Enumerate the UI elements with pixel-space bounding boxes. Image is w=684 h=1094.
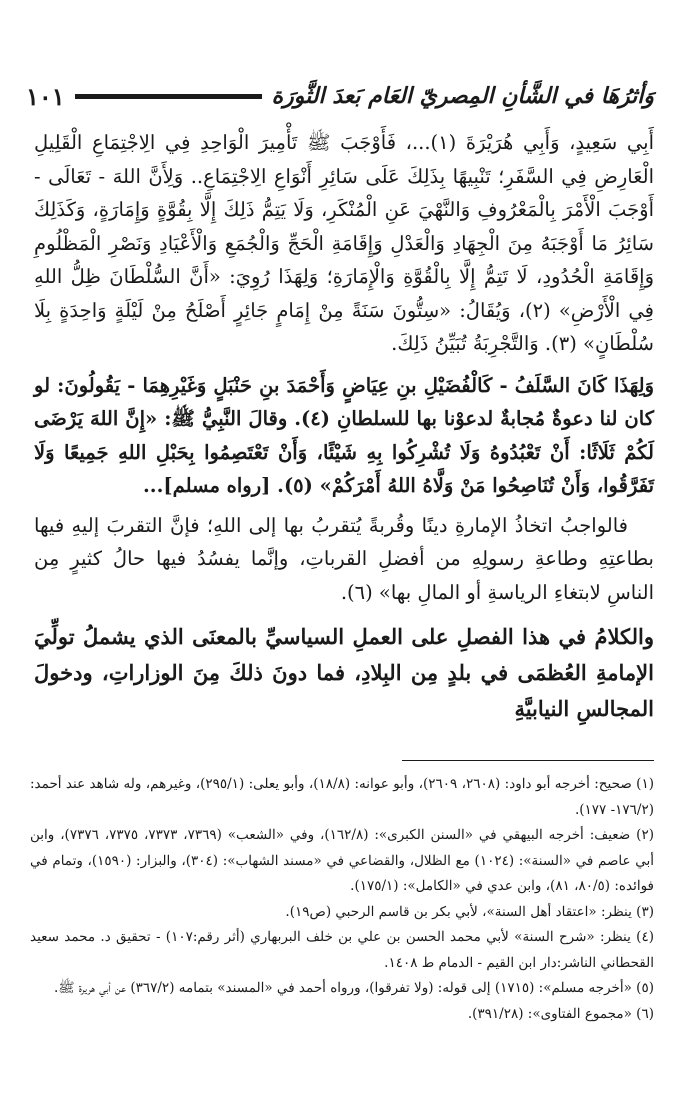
- running-header: [26, 74, 654, 118]
- header-rule: [75, 94, 262, 99]
- footnote-6: (٦) «مجموع الفتاوى»: (٣٩١/٢٨).: [467, 1005, 654, 1022]
- footnote-separator: [402, 760, 654, 761]
- main-text: [34, 126, 654, 727]
- page-number: ١٠١: [26, 81, 65, 111]
- footnote-1: (١) صحيح: أخرجه أبو داود: (٢٦٠٨، ٢٦٠٩)، وأبو عوانه: (١٨/٨)، وأبو يعلى: (٢٩٥/١)، وغيرهم، وله شاهد عند أحمد: (١٧٦/٢- ١٧٧).: [30, 776, 654, 818]
- footnote-4: (٤) ينظر: «شرح السنة» لأبي محمد الحسن بن علي بن خلف البربهاري (أثر رقم:١٠٧) - تحقيق د. محمد سعيد القحطاني الناشر:دار ابن القيم - الدمام ط ١٤٠٨.: [30, 929, 654, 971]
- footnote-2: (٢) ضعيف: أخرجه البيهقي في «السنن الكبرى»: (١٦٢/٨)، وفي «الشعب» (٧٣٦٩، ٧٣٧٣، ٧٣٧٥، ٧٣٧٦)، وابن أبي عاصم في «السنة»: (١٠٢٤) مع الظلال، والقضاعي في «مسند الشهاب»: (٣٠٤)، والبزار: (١٥٩٠)، وتمام في فوائده: (٨٠/٥، ٨١)، وابن عدي في «الكامل»: (١٧٥/١).: [30, 827, 654, 894]
- header-title: وَأثرُهَا في الشَّأنِ المِصريّ العَام بَعدَ الثَّورَة: [271, 83, 654, 109]
- paragraph-4: والكلامُ في هذا الفصلِ على العملِ السياسيِّ بالمعنَى الذي يشملُ تولِّيَ الإمامةِ العُظمَى في بلدٍ مِن البِلادِ، فما دونَ ذلكَ مِنَ الوزاراتِ، ودخولَ المجالسِ النيابيَّةِ: [34, 624, 654, 721]
- paragraph-1: أَبِي سَعِيدٍ، وَأَبِي هُرَيْرَةَ (١)...، فَأَوْجَبَ ﷺ تَأْمِيرَ الْوَاحِدِ فِي الِاجْتِمَاعِ الْقَلِيلِ الْعَارِضِ فِي السَّفَرِ؛ تَنْبِيهًا بِذَلِكَ عَلَى سَائِرِ أَنْوَاعِ الِاجْتِمَاعِ.. وَلِأَنَّ اللهَ - تَعَالَى - أَوْجَبَ الْأَمْرَ بِالْمَعْرُوفِ وَالنَّهْيَ عَنِ الْمُنْكَرِ، وَلَا يَتِمُّ ذَلِكَ إِلَّا بِقُوَّةٍ وَإِمَارَةٍ، وَكَذَلِكَ سَائِرُ مَا أَوْجَبَهُ مِنَ الْجِهَادِ وَالْعَدْلِ وَإِقَامَةِ الْحَجِّ وَالْجُمَعِ وَالْأَعْيَادِ وَنَصْرِ الْمَظْلُومِ وَإِقَامَةِ الْحُدُودِ، لَا تَتِمُّ إِلَّا بِالْقُوَّةِ وَالْإِمَارَةِ؛ وَلِهَذَا رُوِيَ: «أَنَّ السُّلْطَانَ ظِلُّ اللهِ فِي الْأَرْضِ» (٢)، وَيُقَالُ: «سِتُّونَ سَنَةً مِنْ إِمَامٍ جَائِرٍ أَصْلَحُ مِنْ لَيْلَةٍ وَاحِدَةٍ بِلَا سُلْطَانٍ» (٣). وَالتَّجْرِبَةُ تُبَيِّنُ ذَلِكَ.: [34, 131, 654, 355]
- footnotes: [30, 772, 654, 1027]
- paragraph-2: وَلِهَذَا كَانَ السَّلَفُ - كَالْفُضَيْلِ بنِ عِيَاضٍ وَأَحْمَدَ بنِ حَنْبَلٍ وَغَيْرِهِمَا - يَقُولُونَ: لو كان لنا دعوةٌ مُجابةٌ لدعوْنا بها للسلطانِ (٤). وقالَ النَّبِيُّ ﷺ: «إِنَّ اللهَ يَرْضَى لَكُمْ ثَلَاثًا: أَنْ تَعْبُدُوهُ وَلَا تُشْرِكُوا بِهِ شَيْئًا، وَأَنْ تَعْتَصِمُوا بِحَبْلِ اللهِ جَمِيعًا وَلَا تَفَرَّقُوا، وَأَنْ تُنَاصِحُوا مَنْ وَلَّاهُ اللهُ أَمْرَكُمْ» (٥). [رواه مسلم]...: [34, 373, 654, 497]
- footnote-5: (٥) «أخرجه مسلم»: (١٧١٥) إلى قوله: (ولا تفرقوا)، ورواه أحمد في «المسند» بتمامه (٣٦٧/٢) عن أبي هريرة ﷺ.: [53, 980, 654, 996]
- paragraph-3: فالواجبُ اتخاذُ الإمارةِ دينًا وقُربةً يُتقربُ بها إلى اللهِ؛ فإنَّ التقربَ إليهِ فيها بطاعتِهِ وطاعةِ رسولِهِ من أفضلِ القرباتِ، وإنَّما يفسُدُ فيها حالُ كثيرٍ مِن الناسِ لابتغاءِ الرياسةِ أو المالِ بها» (٦).: [34, 513, 654, 604]
- footnote-3: (٣) ينظر: «اعتقاد أهل السنة»، لأبي بكر بن قاسم الرحبي (ص١٩).: [285, 903, 654, 920]
